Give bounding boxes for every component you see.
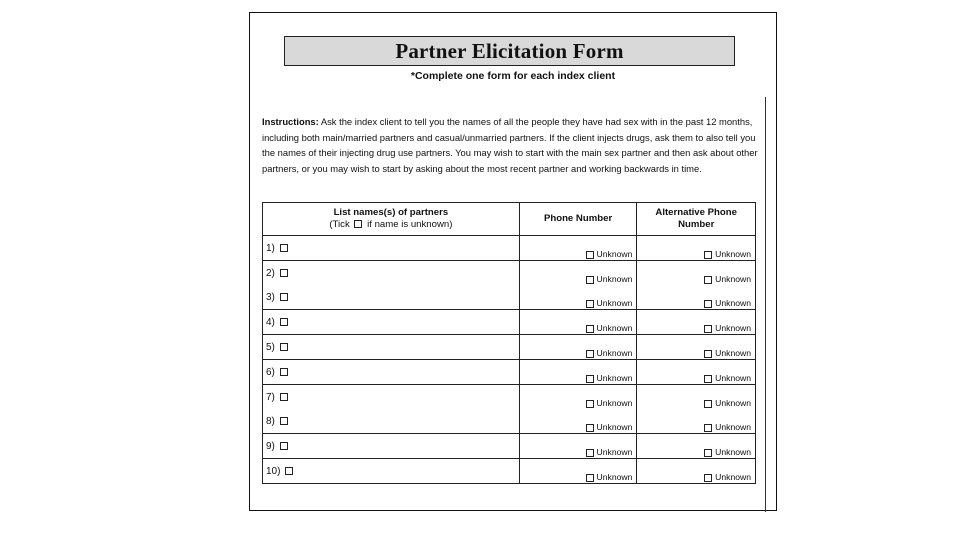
- name-unknown-checkbox[interactable]: [280, 417, 288, 425]
- alt-phone-number-cell: [637, 261, 756, 310]
- header-alt-phone-number: Alternative Phone Number: [637, 203, 756, 236]
- partner-entry: [263, 335, 519, 359]
- unknown-option: [520, 409, 637, 433]
- phone-number-cell: [519, 335, 637, 360]
- unknown-label: Unknown: [715, 398, 751, 408]
- unknown-checkbox[interactable]: [704, 276, 712, 284]
- header-tick-note: [329, 219, 452, 230]
- partner-number: 3): [266, 291, 275, 303]
- tick-note-after: if name is unknown): [364, 219, 453, 230]
- unknown-checkbox[interactable]: [586, 400, 594, 408]
- form-title: Partner Elicitation Form: [395, 38, 624, 63]
- unknown-option: [520, 261, 637, 285]
- partner-number: 4): [266, 316, 275, 328]
- header-phone-number: Phone Number: [519, 203, 637, 236]
- partner-entry: [263, 285, 519, 309]
- partner-name-cell: [263, 360, 520, 385]
- unknown-label: Unknown: [596, 274, 633, 284]
- alt-phone-number-cell: [637, 236, 756, 261]
- partner-entry: [263, 434, 519, 458]
- partner-entry: [263, 409, 519, 433]
- name-unknown-checkbox[interactable]: [280, 393, 288, 401]
- table-row: [263, 236, 756, 261]
- unknown-option: [637, 285, 755, 309]
- partner-number: 1): [266, 242, 275, 254]
- unknown-checkbox[interactable]: [586, 424, 594, 432]
- table-row: [263, 385, 756, 434]
- partner-name-cell: [263, 459, 520, 484]
- unknown-checkbox[interactable]: [586, 325, 594, 333]
- checkbox-icon: [354, 220, 362, 228]
- alt-phone-number-cell: [637, 459, 756, 484]
- unknown-label: Unknown: [596, 249, 633, 259]
- phone-number-cell: [519, 261, 637, 310]
- partner-name-cell: [263, 434, 520, 459]
- unknown-label: Unknown: [715, 298, 751, 308]
- table-body: [263, 236, 756, 484]
- unknown-option: [520, 459, 637, 483]
- unknown-checkbox[interactable]: [586, 474, 594, 482]
- partner-number: 2): [266, 267, 275, 279]
- unknown-option: [637, 459, 755, 483]
- alt-phone-number-cell: [637, 335, 756, 360]
- margin-line: [765, 97, 766, 512]
- unknown-option: [637, 409, 755, 433]
- name-unknown-checkbox[interactable]: [280, 343, 288, 351]
- phone-number-cell: [519, 385, 637, 434]
- unknown-label: Unknown: [596, 472, 633, 482]
- partner-name-cell: [263, 261, 520, 310]
- unknown-checkbox[interactable]: [704, 474, 712, 482]
- unknown-label: Unknown: [596, 422, 633, 432]
- unknown-label: Unknown: [715, 422, 751, 432]
- unknown-option: [520, 285, 637, 309]
- unknown-option: [637, 236, 755, 260]
- name-unknown-checkbox[interactable]: [280, 293, 288, 301]
- phone-number-cell: [519, 360, 637, 385]
- phone-number-cell: [519, 310, 637, 335]
- partner-name-cell: [263, 335, 520, 360]
- unknown-label: Unknown: [596, 398, 633, 408]
- unknown-checkbox[interactable]: [586, 449, 594, 457]
- unknown-option: [637, 385, 755, 409]
- unknown-label: Unknown: [715, 472, 751, 482]
- unknown-checkbox[interactable]: [586, 276, 594, 284]
- table-row: [263, 434, 756, 459]
- partner-name-cell: [263, 236, 520, 261]
- unknown-label: Unknown: [715, 323, 751, 333]
- partner-number: 9): [266, 440, 275, 452]
- unknown-checkbox[interactable]: [704, 300, 712, 308]
- partner-number: 10): [266, 465, 281, 477]
- name-unknown-checkbox[interactable]: [280, 318, 288, 326]
- partner-number: 6): [266, 366, 275, 378]
- unknown-checkbox[interactable]: [704, 350, 712, 358]
- table-row: [263, 261, 756, 310]
- unknown-checkbox[interactable]: [704, 251, 712, 259]
- unknown-option: [520, 335, 637, 359]
- unknown-option: [637, 335, 755, 359]
- unknown-checkbox[interactable]: [704, 375, 712, 383]
- table-header-row: [263, 203, 756, 236]
- name-unknown-checkbox[interactable]: [280, 368, 288, 376]
- phone-number-cell: [519, 459, 637, 484]
- unknown-checkbox[interactable]: [704, 325, 712, 333]
- unknown-option: [520, 236, 637, 260]
- header-partner-names: [263, 203, 520, 236]
- partner-entry: [263, 385, 519, 409]
- alt-phone-number-cell: [637, 310, 756, 335]
- unknown-label: Unknown: [715, 373, 751, 383]
- phone-number-cell: [519, 236, 637, 261]
- unknown-option: [637, 434, 755, 458]
- alt-phone-number-cell: [637, 385, 756, 434]
- table-row: [263, 360, 756, 385]
- alt-phone-number-cell: [637, 434, 756, 459]
- name-unknown-checkbox[interactable]: [285, 467, 293, 475]
- unknown-option: [520, 385, 637, 409]
- unknown-checkbox[interactable]: [704, 449, 712, 457]
- header-partner-names-label: List names(s) of partners: [333, 207, 449, 218]
- instructions-text: Ask the index client to tell you the names of all the people they have had sex with in the past 12 months, including both main/married partners and casual/unmarried partners. If the client injects drugs, ask them to also tell you the names of their injecting drug use partners. You may wish to start with the main sex partner and then ask about other partners, or you may wish to start by asking about the most recent partner and working backwards in time.: [262, 116, 758, 174]
- partners-table: [262, 202, 756, 484]
- partner-entry: [263, 236, 519, 260]
- partner-name-cell: [263, 310, 520, 335]
- partner-entry: [263, 459, 519, 483]
- unknown-option: [637, 310, 755, 334]
- unknown-label: Unknown: [596, 298, 633, 308]
- partner-entry: [263, 360, 519, 384]
- partner-name-cell: [263, 385, 520, 434]
- unknown-option: [520, 434, 637, 458]
- partner-number: 8): [266, 415, 275, 427]
- unknown-label: Unknown: [596, 447, 633, 457]
- table-row: [263, 459, 756, 484]
- table-row: [263, 310, 756, 335]
- unknown-label: Unknown: [715, 274, 751, 284]
- unknown-checkbox[interactable]: [586, 251, 594, 259]
- partner-entry: [263, 261, 519, 285]
- unknown-checkbox[interactable]: [586, 375, 594, 383]
- unknown-label: Unknown: [715, 348, 751, 358]
- name-unknown-checkbox[interactable]: [280, 269, 288, 277]
- unknown-label: Unknown: [596, 323, 633, 333]
- name-unknown-checkbox[interactable]: [280, 442, 288, 450]
- unknown-option: [520, 360, 637, 384]
- partner-number: 7): [266, 391, 275, 403]
- unknown-label: Unknown: [596, 348, 633, 358]
- name-unknown-checkbox[interactable]: [280, 244, 288, 252]
- form-page: [249, 12, 777, 511]
- table-row: [263, 335, 756, 360]
- instructions-label: Instructions:: [262, 116, 319, 127]
- phone-number-cell: [519, 434, 637, 459]
- form-subtitle: *Complete one form for each index client: [410, 70, 616, 82]
- unknown-checkbox[interactable]: [586, 350, 594, 358]
- alt-phone-number-cell: [637, 360, 756, 385]
- tick-note-before: (Tick: [329, 219, 353, 230]
- unknown-label: Unknown: [596, 373, 633, 383]
- unknown-option: [637, 360, 755, 384]
- unknown-option: [637, 261, 755, 285]
- instructions: [262, 114, 760, 176]
- partner-entry: [263, 310, 519, 334]
- unknown-option: [520, 310, 637, 334]
- partner-number: 5): [266, 341, 275, 353]
- unknown-checkbox[interactable]: [704, 400, 712, 408]
- title-box: [284, 36, 735, 66]
- unknown-label: Unknown: [715, 447, 751, 457]
- unknown-checkbox[interactable]: [704, 424, 712, 432]
- unknown-checkbox[interactable]: [586, 300, 594, 308]
- unknown-label: Unknown: [715, 249, 751, 259]
